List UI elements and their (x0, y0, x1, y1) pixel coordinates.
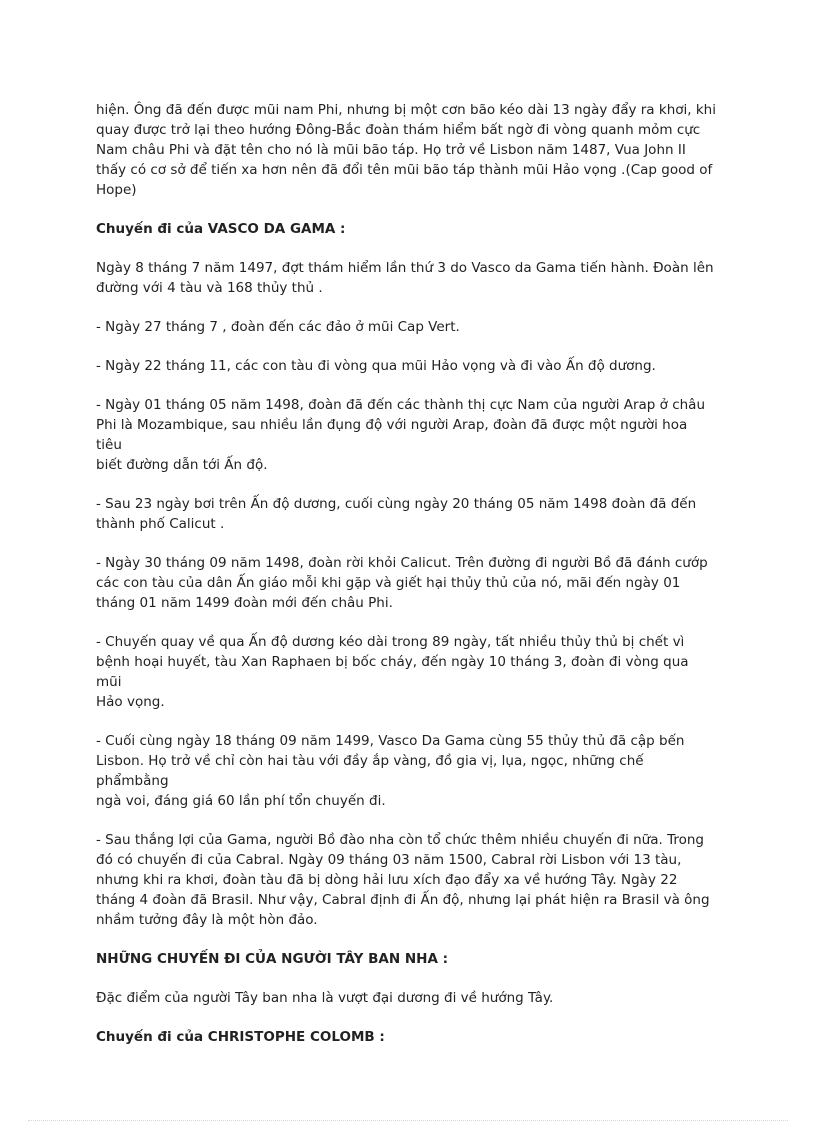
list-item-cap-vert: - Ngày 27 tháng 7 , đoàn đến các đảo ở mũi Cap Vert. (96, 319, 460, 335)
list-item-lisbon-return: - Cuối cùng ngày 18 tháng 09 năm 1499, Vasco Da Gama cùng 55 thủy thủ đã cập bến Lisbon. Họ trở về chỉ còn hai tàu với đầy ắp vàng, đồ gia vị, lụa, ngọc, những chế phẩmbằng ngà voi, đáng giá 60 lần phí tổn chuyến đi. (96, 733, 685, 809)
paragraph-cape-of-good-hope: hiện. Ông đã đến được mũi nam Phi, nhưng bị một cơn bão kéo dài 13 ngày đẩy ra khơi, khi quay được trở lại theo hướng Đông-Bắc đoàn thám hiểm bất ngờ đi vòng quanh mỏm cực Nam châu Phi và đặt tên cho nó là mũi bão táp. Họ trở về Lisbon năm 1487, Vua John II thấy có cơ sở để tiến xa hơn nên đã đổi tên mũi bão táp thành mũi Hảo vọng .(Cap good of Hope) (96, 102, 716, 198)
page-bottom-divider (28, 1120, 788, 1121)
list-item-mozambique: - Ngày 01 tháng 05 năm 1498, đoàn đã đến các thành thị cực Nam của người Arap ở châu Phi là Mozambique, sau nhiều lần đụng độ với người Arap, đoàn đã được một người hoa tiêu biết đường dẫn tới Ấn độ. (96, 397, 706, 473)
heading-spanish-voyages: NHỮNG CHUYẾN ĐI CỦA NGƯỜI TÂY BAN NHA : (96, 951, 449, 967)
heading-christophe-colomb: Chuyến đi của CHRISTOPHE COLOMB : (96, 1029, 385, 1045)
paragraph-spanish-feature: Đặc điểm của người Tây ban nha là vượt đại dương đi về hướng Tây. (96, 990, 554, 1006)
paragraph-expedition-start: Ngày 8 tháng 7 năm 1497, đợt thám hiểm lần thứ 3 do Vasco da Gama tiến hành. Đoàn lên đường với 4 tàu và 168 thủy thủ . (96, 260, 714, 296)
list-item-good-hope: - Ngày 22 tháng 11, các con tàu đi vòng qua mũi Hảo vọng và đi vào Ấn độ dương. (96, 358, 656, 374)
document-body (96, 100, 716, 1066)
list-item-calicut-arrival: - Sau 23 ngày bơi trên Ấn độ dương, cuối cùng ngày 20 tháng 05 năm 1498 đoàn đã đến thành phố Calicut . (96, 496, 697, 532)
list-item-cabral: - Sau thắng lợi của Gama, người Bồ đào nha còn tổ chức thêm nhiều chuyến đi nữa. Trong đó có chuyến đi của Cabral. Ngày 09 tháng 03 năm 1500, Cabral rời Lisbon với 13 tàu, nhưng khi ra khơi, đoàn tàu đã bị dòng hải lưu xích đạo đẩy xa về hướng Tây. Ngày 22 tháng 4 đoàn đã Brasil. Như vậy, Cabral định đi Ấn độ, nhưng lại phát hiện ra Brasil và ông nhầm tưởng đây là một hòn đảo. (96, 832, 710, 928)
list-item-return-voyage: - Chuyến quay về qua Ấn độ dương kéo dài trong 89 ngày, tất nhiều thủy thủ bị chết vì bệnh hoại huyết, tàu Xan Raphaen bị bốc cháy, đến ngày 10 tháng 3, đoàn đi vòng qua mũi Hảo vọng. (96, 634, 689, 710)
list-item-calicut-departure: - Ngày 30 tháng 09 năm 1498, đoàn rời khỏi Calicut. Trên đường đi người Bồ đã đánh cướp các con tàu của dân Ấn giáo mỗi khi gặp và giết hại thủy thủ của nó, mãi đến ngày 01 tháng 01 năm 1499 đoàn mới đến châu Phi. (96, 555, 708, 611)
heading-vasco-da-gama: Chuyến đi của VASCO DA GAMA : (96, 221, 346, 237)
